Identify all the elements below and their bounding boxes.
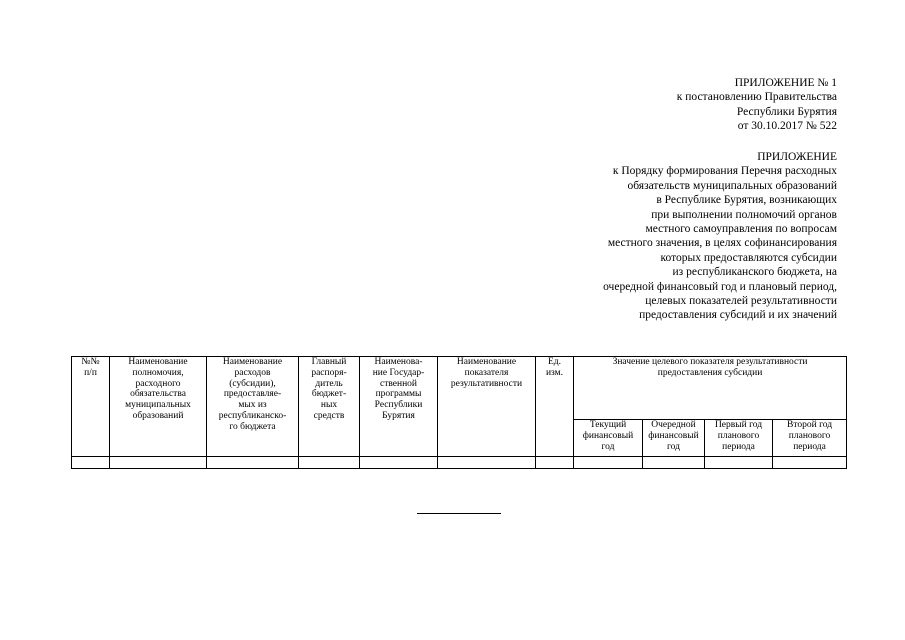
appendix-2-line: к Порядку формирования Перечня расходных <box>612 165 837 178</box>
appendix-2-line: очередной финансовый год и плановый период, <box>603 280 837 293</box>
table-cell <box>773 457 847 469</box>
table-cell <box>299 457 360 469</box>
header-cell-authority: Наименование полномочия, расходного обязательства муниципальных образований <box>110 357 207 457</box>
header-cell-value-group: Значение целевого показателя результативности предоставления субсидии <box>574 357 847 420</box>
appendix-1-line: к постановлению Правительства <box>676 91 837 104</box>
footer-divider <box>417 513 501 514</box>
subheader-cell-plan-year-2: Второй год планового периода <box>773 420 847 457</box>
subheader-cell-current-year: Текущий финансовый год <box>574 420 643 457</box>
header-cell-manager: Главный распоря- дитель бюджет- ных средств <box>299 357 360 457</box>
appendix-2-line: предоставления субсидий и их значений <box>639 309 837 322</box>
appendix-1-date: от 30.10.2017 № 522 <box>737 120 837 133</box>
appendix-2-line: из республиканского бюджета, на <box>672 266 837 279</box>
header-cell-unit: Ед. изм. <box>536 357 574 457</box>
appendix-2-line: местного самоуправления по вопросам <box>645 223 837 236</box>
appendix-1-title: ПРИЛОЖЕНИЕ № 1 <box>734 77 837 89</box>
appendix-2-header <box>603 150 837 323</box>
table-header-row <box>72 357 847 420</box>
table-cell <box>705 457 773 469</box>
table-row <box>72 457 847 469</box>
table-cell <box>207 457 299 469</box>
table-cell <box>360 457 438 469</box>
header-cell-number: №№ п/п <box>72 357 110 457</box>
table-cell <box>574 457 643 469</box>
appendix-1-line: Республики Бурятия <box>736 105 837 118</box>
table-cell <box>536 457 574 469</box>
appendix-2-line: которых предоставляются субсидии <box>660 251 837 264</box>
appendix-2-line: местного значения, в целях софинансирования <box>607 237 837 250</box>
appendix-1-header <box>677 76 837 134</box>
appendix-2-title: ПРИЛОЖЕНИЕ <box>757 151 837 163</box>
subheader-cell-next-year: Очередной финансовый год <box>643 420 705 457</box>
appendix-2-line: при выполнении полномочий органов <box>651 208 837 221</box>
table-cell <box>110 457 207 469</box>
subheader-cell-plan-year-1: Первый год планового периода <box>705 420 773 457</box>
table-cell <box>438 457 536 469</box>
header-cell-program: Наименова- ние Государ- ственной программы Республики Бурятия <box>360 357 438 457</box>
table-cell <box>643 457 705 469</box>
table-cell <box>72 457 110 469</box>
header-cell-indicator: Наименование показателя результативности <box>438 357 536 457</box>
appendix-2-line: в Республике Бурятия, возникающих <box>656 194 837 207</box>
indicators-table <box>71 356 847 469</box>
header-cell-expenses: Наименование расходов (субсидии), предоставляе- мых из республиканско- го бюджета <box>207 357 299 457</box>
appendix-2-line: целевых показателей результативности <box>645 295 837 308</box>
appendix-2-line: обязательств муниципальных образований <box>627 179 837 192</box>
